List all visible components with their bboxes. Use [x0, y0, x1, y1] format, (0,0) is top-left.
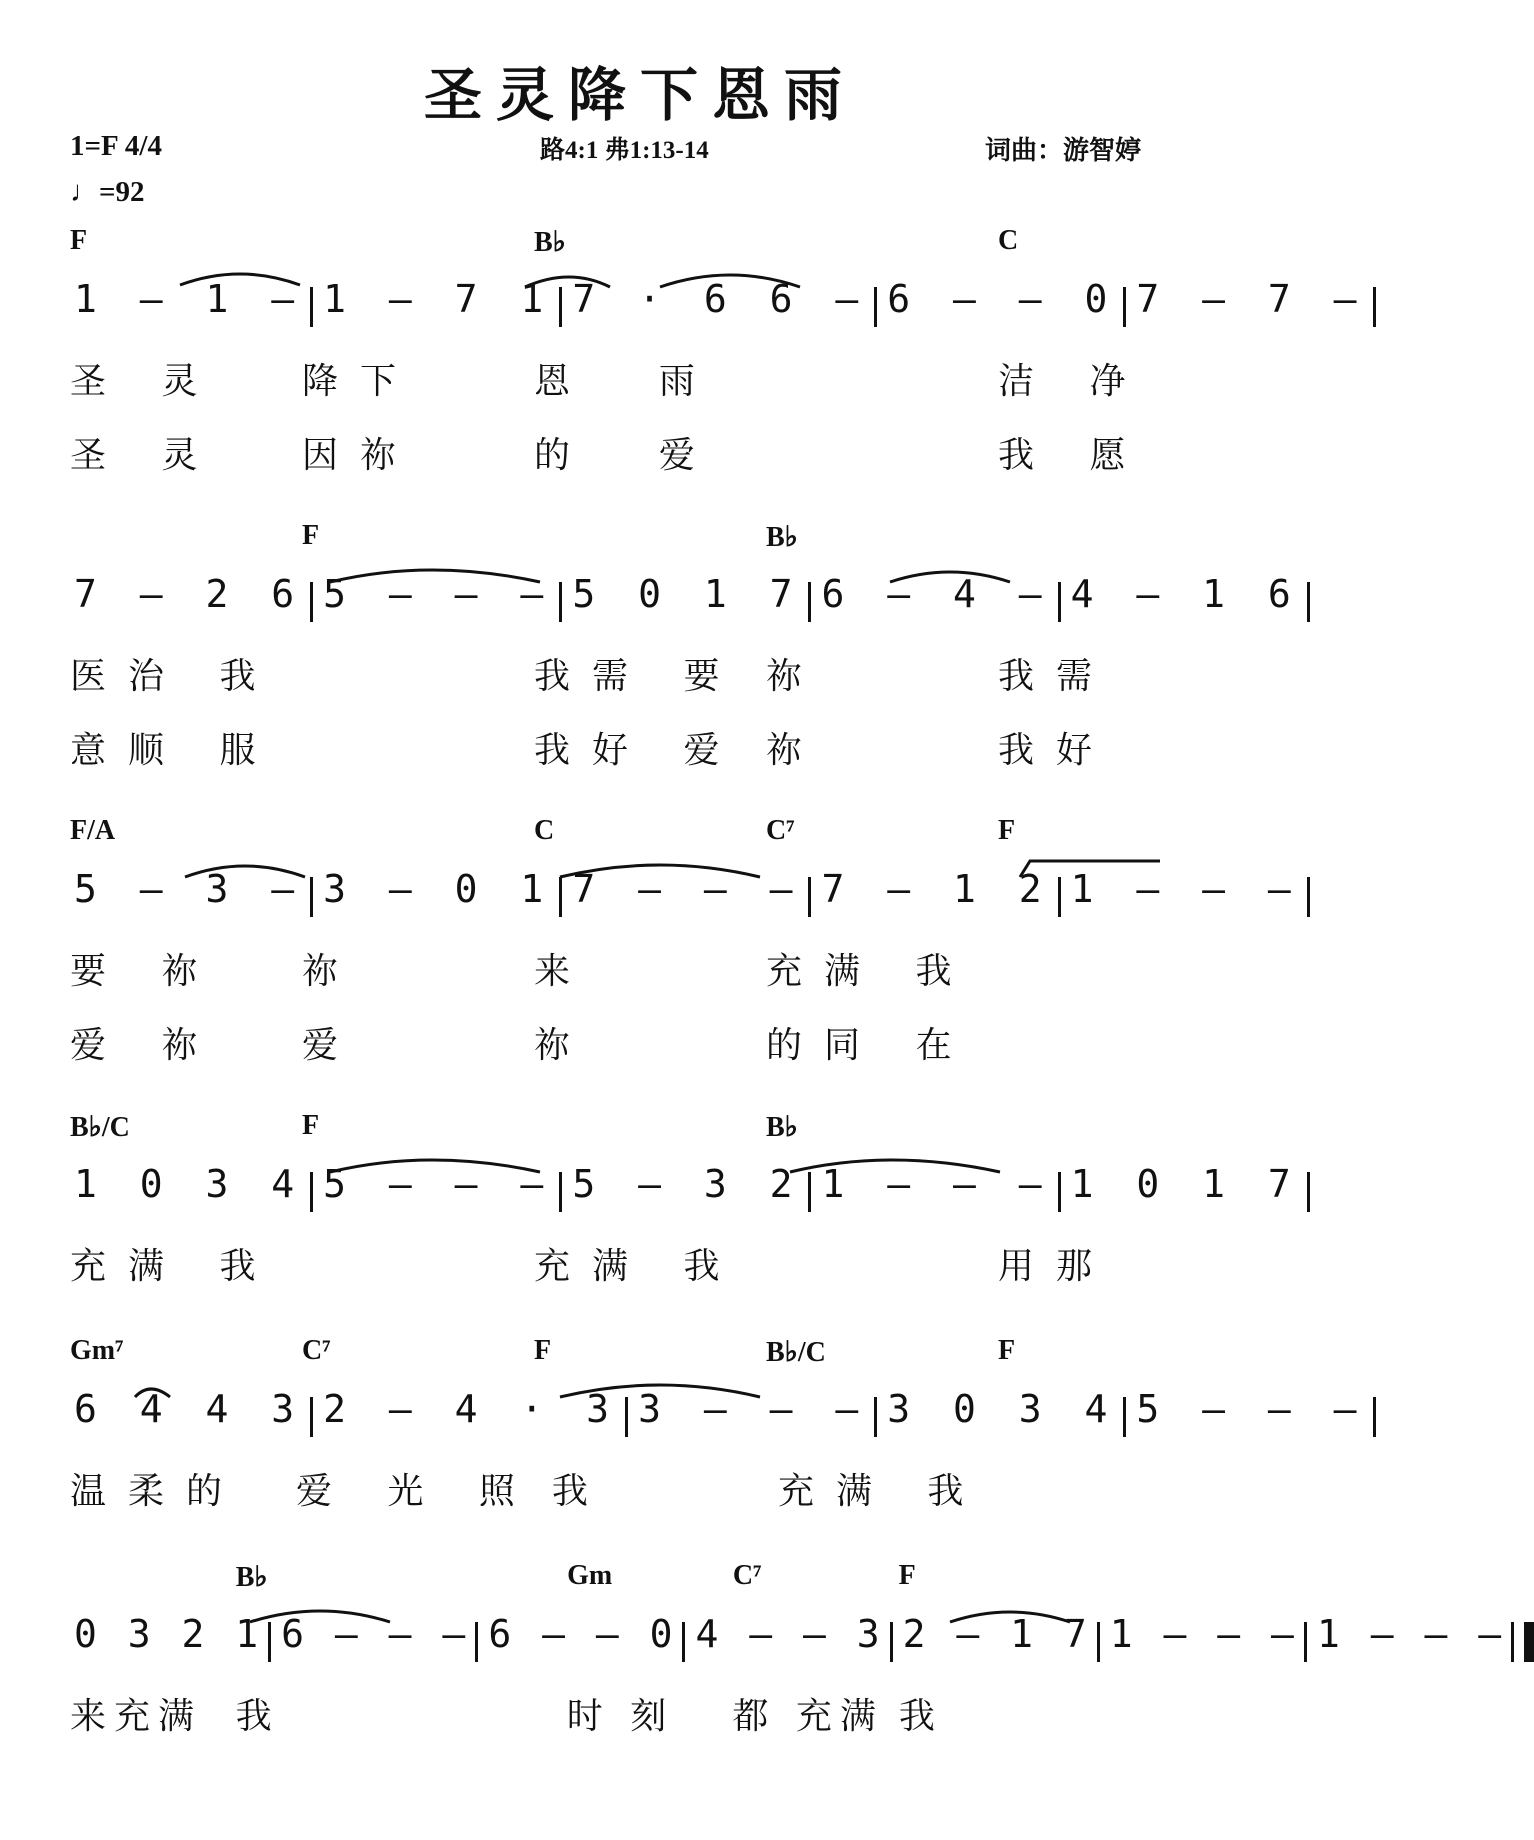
measure: 7 · 6 6 –	[572, 277, 869, 321]
lyrics-verse-1	[70, 1463, 1230, 1512]
barline	[874, 287, 877, 327]
measure: 0 3 2 1	[74, 1612, 263, 1656]
measure: 1 0 1 7	[1070, 1162, 1301, 1206]
chord	[1064, 1560, 1215, 1600]
lyric: 恩 雨	[534, 361, 717, 402]
lyric: 祢	[766, 656, 825, 697]
chord	[302, 815, 519, 855]
lyrics-verse-2	[70, 722, 1230, 771]
chord-row	[70, 1335, 1230, 1375]
measure: 2 – 4 · 3	[323, 1387, 620, 1431]
chord: B♭	[766, 1112, 798, 1143]
measure: 4 – 1 6	[1070, 572, 1301, 616]
lyric: 用那	[998, 1246, 1115, 1287]
lyric: 爱 光 照	[296, 1471, 537, 1512]
chord: F	[998, 1335, 1016, 1366]
chord: B♭	[235, 1562, 268, 1593]
measure: 6 – 4 –	[821, 572, 1052, 616]
chord-row	[70, 225, 1230, 265]
barline	[808, 877, 811, 917]
lyrics-verse-1	[70, 1688, 1230, 1737]
barline	[1511, 1622, 1514, 1662]
system-6	[0, 1560, 1506, 1840]
lyric	[998, 1017, 1215, 1061]
chord: F	[534, 1335, 552, 1366]
chord	[534, 1110, 751, 1150]
lyric: 爱 祢	[70, 1025, 220, 1066]
barline	[310, 1397, 313, 1437]
chord: Gm	[567, 1560, 613, 1591]
lyric: 充满 我	[70, 1246, 278, 1287]
key-meter: 1=F 4/4	[70, 130, 162, 162]
notation-row	[70, 1612, 1506, 1672]
chord: C⁷	[732, 1560, 762, 1591]
lyric: 祢	[766, 730, 825, 771]
chord: C⁷	[302, 1335, 331, 1366]
barline	[1123, 1397, 1126, 1437]
lyric: 时 刻	[566, 1696, 675, 1737]
lyric: 来充满	[70, 1696, 203, 1737]
lyric: 温柔的	[70, 1471, 245, 1512]
barline	[475, 1622, 478, 1662]
chord: F	[70, 225, 88, 256]
chord: Gm⁷	[70, 1335, 124, 1366]
chord: B♭/C	[766, 1337, 826, 1368]
barline	[890, 1622, 893, 1662]
measure: 2 – 1 7	[902, 1612, 1091, 1656]
measure: 3 0 3 4	[887, 1387, 1118, 1431]
notation-row	[70, 572, 1301, 632]
chord: F	[998, 815, 1016, 846]
notation-row	[70, 1162, 1301, 1222]
barline	[559, 1172, 562, 1212]
lyric: 洁 净	[998, 361, 1148, 402]
lyric: 我好	[998, 730, 1115, 771]
lyric: 充满 我	[534, 1246, 742, 1287]
barline	[310, 1172, 313, 1212]
lyric: 医治 我	[70, 656, 278, 697]
lyric	[766, 1238, 983, 1282]
lyric: 爱	[302, 1025, 361, 1066]
measure: 6 – – 0	[887, 277, 1118, 321]
barline	[874, 1397, 877, 1437]
chord	[534, 520, 751, 560]
lyric	[302, 648, 519, 692]
lyric: 充满 我	[766, 951, 974, 992]
measure: 1 – – –	[1070, 867, 1301, 911]
lyric: 要 祢	[70, 951, 220, 992]
barline	[1373, 287, 1376, 327]
barline	[1307, 1172, 1310, 1212]
chord	[302, 225, 519, 265]
system-3	[0, 815, 1301, 1095]
chord: B♭/C	[70, 1112, 130, 1143]
lyric	[1064, 1688, 1215, 1732]
barline	[1058, 1172, 1061, 1212]
measure: 7 – – –	[572, 867, 803, 911]
lyric: 我好 爱	[534, 730, 742, 771]
barline	[808, 582, 811, 622]
chord: B♭	[534, 227, 566, 258]
notation-row	[70, 1387, 1367, 1447]
measure: 5 – – –	[323, 1162, 554, 1206]
song-title: 圣灵降下恩雨	[423, 61, 856, 129]
lyric: 我需	[998, 656, 1115, 697]
barline	[1307, 582, 1310, 622]
chord: B♭	[766, 522, 798, 553]
lyric	[401, 1688, 552, 1732]
measure: 3 – 0 1	[323, 867, 554, 911]
chord: F	[302, 1110, 320, 1141]
system-1	[0, 225, 1367, 505]
barline	[310, 877, 313, 917]
barline	[268, 1622, 271, 1662]
measure: 6 – – –	[281, 1612, 470, 1656]
lyrics-verse-1	[70, 943, 1230, 992]
barline	[559, 877, 562, 917]
barline	[310, 287, 313, 327]
measure: 1 0 3 4	[74, 1162, 305, 1206]
chord	[401, 1560, 552, 1600]
measure: 5 – – –	[323, 572, 554, 616]
lyric: 我 愿	[998, 435, 1148, 476]
measure: 5 – 3 –	[74, 867, 305, 911]
lyrics-verse-2	[70, 1017, 1230, 1066]
lyric: 意顺 服	[70, 730, 278, 771]
notation-row	[70, 277, 1367, 337]
chord	[998, 1110, 1215, 1150]
lyric	[302, 722, 519, 766]
chord: C	[998, 225, 1019, 256]
measure: 1 – 7 1	[323, 277, 554, 321]
chord: C⁷	[766, 815, 795, 846]
lyrics-verse-1	[70, 1238, 1230, 1287]
barline	[808, 1172, 811, 1212]
chord: F	[898, 1560, 916, 1591]
barline	[1097, 1622, 1100, 1662]
lyric: 降下	[302, 361, 419, 402]
measure: 5 – 3 2	[572, 1162, 803, 1206]
barline	[1058, 582, 1061, 622]
chord	[70, 520, 287, 560]
measure: 6 – – 0	[488, 1612, 677, 1656]
lyric: 圣 灵	[70, 361, 220, 402]
chord-row	[70, 520, 1230, 560]
measure: 1 – – –	[1109, 1612, 1298, 1656]
measure: 7 – 1 2	[821, 867, 1052, 911]
lyric: 充满 我	[777, 1471, 986, 1512]
measure: 7 – 2 6	[74, 572, 305, 616]
barline	[559, 582, 562, 622]
chord-row	[70, 815, 1230, 855]
system-2	[0, 520, 1301, 800]
barline	[1373, 1397, 1376, 1437]
measure: 5 – – –	[1136, 1387, 1367, 1431]
measure: 3 – – –	[638, 1387, 869, 1431]
lyric: 的 爱	[534, 435, 717, 476]
lyric	[766, 427, 983, 471]
measure: 1 – – –	[1316, 1612, 1506, 1656]
lyrics-verse-1	[70, 648, 1230, 697]
tempo-mark: ♩=92	[70, 176, 145, 208]
lyric	[766, 353, 983, 397]
barline	[1123, 287, 1126, 327]
notation-row	[70, 867, 1301, 927]
measure: 4 – – 3	[695, 1612, 884, 1656]
lyric	[302, 1238, 519, 1282]
barline	[1307, 877, 1310, 917]
lyrics-verse-2	[70, 427, 1230, 476]
lyric: 我需 要	[534, 656, 742, 697]
chord	[998, 520, 1215, 560]
barline	[625, 1397, 628, 1437]
credits: 词曲：游智婷	[985, 136, 1142, 165]
lyric: 我	[235, 1696, 280, 1737]
scripture-ref: 路4:1 弗1:13-14	[540, 137, 709, 164]
lyric: 我	[898, 1696, 943, 1737]
lyric: 来	[534, 951, 593, 992]
chord	[70, 1560, 221, 1600]
chord-row	[70, 1560, 1230, 1600]
lyric: 我	[551, 1471, 610, 1512]
lyric: 祢	[302, 951, 361, 992]
chord: F	[302, 520, 320, 551]
barline	[1304, 1622, 1307, 1662]
chord	[766, 225, 983, 265]
measure: 6 4 4 3	[74, 1387, 305, 1431]
lyric: 因祢	[302, 435, 419, 476]
barline	[1058, 877, 1061, 917]
lyric: 圣 灵	[70, 435, 220, 476]
chord: C	[534, 815, 555, 846]
barline	[310, 582, 313, 622]
lyric: 祢	[534, 1025, 593, 1066]
chord-row	[70, 1110, 1230, 1150]
measure: 1 – 1 –	[74, 277, 305, 321]
barline	[559, 287, 562, 327]
measure: 7 – 7 –	[1136, 277, 1367, 321]
lyric	[1004, 1463, 1215, 1507]
final-barline	[1524, 1622, 1534, 1662]
lyric: 都 充满	[732, 1696, 884, 1737]
measure: 5 0 1 7	[572, 572, 803, 616]
measure: 1 – – –	[821, 1162, 1052, 1206]
lyrics-verse-1	[70, 353, 1230, 402]
barline	[682, 1622, 685, 1662]
chord: F/A	[70, 815, 116, 846]
lyric: 的同 在	[766, 1025, 974, 1066]
lyric	[998, 943, 1215, 987]
